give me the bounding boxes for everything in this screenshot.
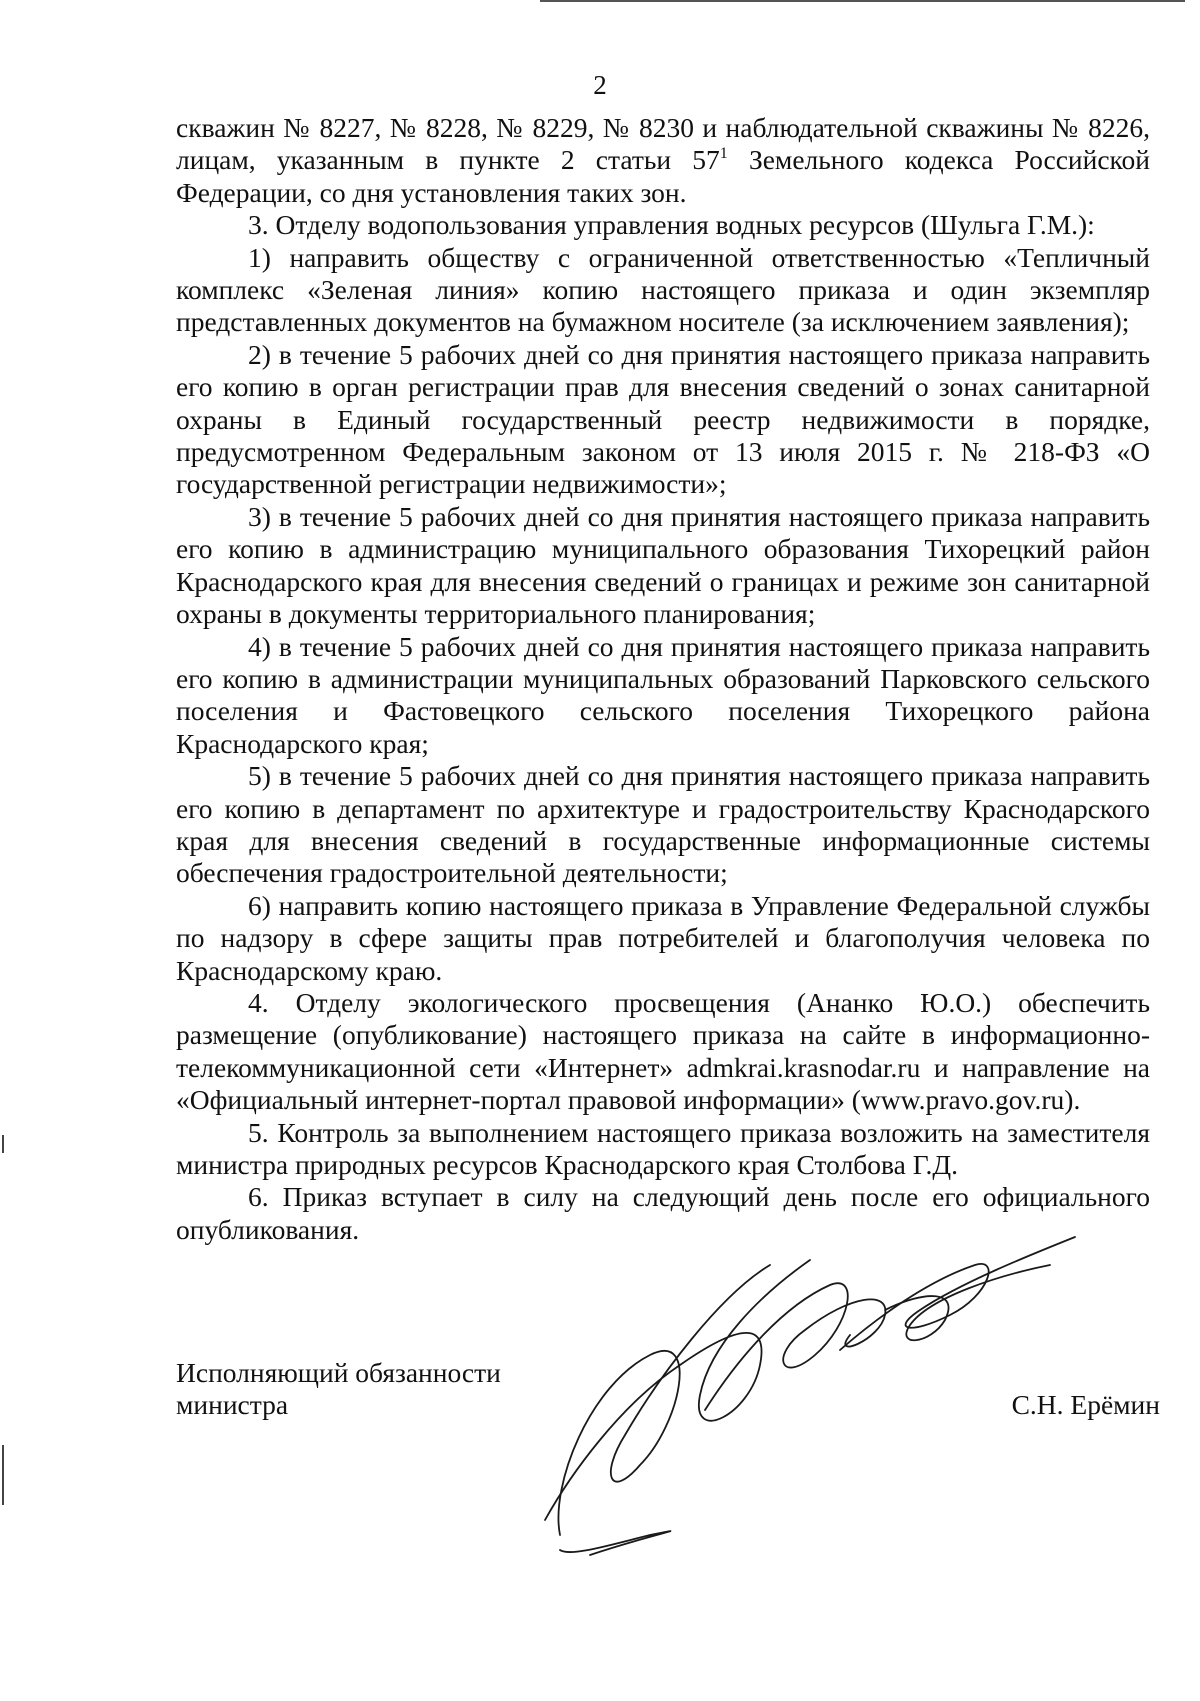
signatory-name: С.Н. Ерёмин: [1011, 1389, 1160, 1420]
paragraph-subitem-6: 6) направить копию настоящего приказа в Управление Федеральной службы по надзору в сфере защиты прав потребителей и благополучия человека по Краснодарскому краю.: [176, 889, 1150, 986]
paragraph-subitem-1: 1) направить обществу с ограниченной ответственностью «Тепличный комплекс «Зеленая линия» копию настоящего приказа и один экземпляр представленных документов на бумажном носителе (за исключением заявления);: [176, 241, 1150, 338]
paragraph-item-4: 4. Отделу экологического просвещения (Ананко Ю.О.) обеспечить размещение (опубликование) настоящего приказа на сайте в информационно-телекоммуникационной сети «Интернет» admkrai.krasnodar.ru и направление на «Официальный интернет-портал правовой информации» (www.pravo.gov.ru).: [176, 986, 1150, 1116]
article-superscript: 1: [719, 145, 728, 163]
paragraph-subitem-5: 5) в течение 5 рабочих дней со дня принятия настоящего приказа направить его копию в департамент по архитектуре и градостроительству Краснодарского края для внесения сведений в государственные информационные системы обеспечения градостроительной деятельности;: [176, 760, 1150, 889]
order-body: [176, 112, 1150, 1246]
paragraph-item-6: 6. Приказ вступает в силу на следующий день после его официального опубликования.: [176, 1181, 1150, 1245]
scan-edge-mark: [2, 1445, 4, 1505]
paragraph-subitem-2: 2) в течение 5 рабочих дней со дня принятия настоящего приказа направить его копию в орган регистрации прав для внесения сведений о зонах санитарной охраны в Единый государственный реестр недвижимости в порядке, предусмотренном Федеральным законом от 13 июля 2015 г. № 218-ФЗ «О государственной регистрации недвижимости»;: [176, 338, 1150, 500]
paragraph-wells-continuation: [176, 112, 1150, 209]
signatory-position-line-2: министра: [176, 1389, 289, 1421]
paragraph-item-3: 3. Отделу водопользования управления водных ресурсов (Шульга Г.М.):: [248, 209, 1095, 241]
top-border-line: [540, 0, 1185, 2]
paragraph-text-continued: Земельного кодекса Российской Федерации, со дня установления таких зон.: [176, 144, 1150, 208]
paragraph-text: скважин № 8227, № 8228, № 8229, № 8230 и наблюдательной скважины № 8226, лицам, указанным в пункте 2 статьи 57: [176, 112, 1150, 176]
paragraph-subitem-4: 4) в течение 5 рабочих дней со дня принятия настоящего приказа направить его копию в администрации муниципальных образований Парковского сельского поселения и Фастовецкого сельского поселения Тихорецкого района Краснодарского края;: [176, 630, 1150, 759]
page-number: 2: [593, 70, 607, 100]
signatory-position-line-1: Исполняющий обязанности: [176, 1357, 501, 1388]
scan-edge-mark: [2, 1135, 4, 1153]
paragraph-item-5: 5. Контроль за выполнением настоящего приказа возложить на заместителя министра природных ресурсов Краснодарского края Столбова Г.Д.: [176, 1116, 1150, 1180]
signatory-position: [176, 1357, 556, 1422]
paragraph-subitem-3: 3) в течение 5 рабочих дней со дня принятия настоящего приказа направить его копию в администрацию муниципального образования Тихорецкий район Краснодарского края для внесения сведений о границах и режиме зон санитарной охраны в документы территориального планирования;: [176, 500, 1150, 630]
